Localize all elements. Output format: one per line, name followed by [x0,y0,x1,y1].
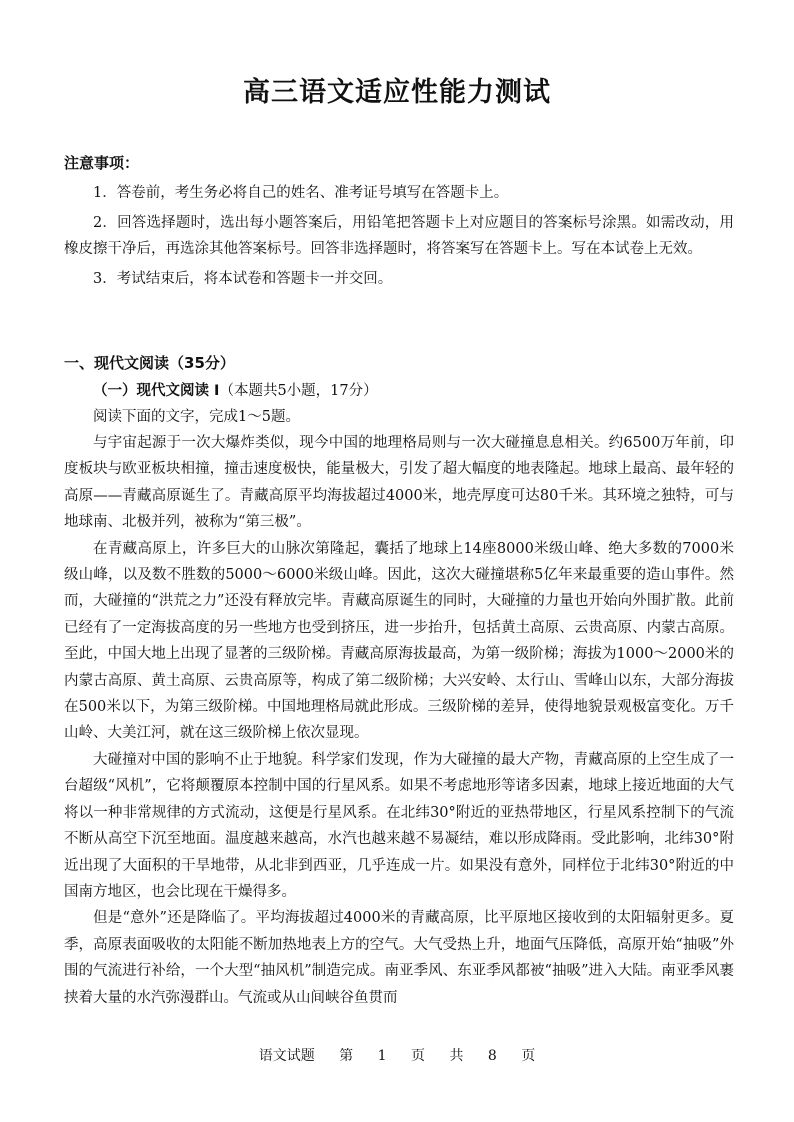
notice-item-2: 2．回答选择题时，选出每小题答案后，用铅笔把答题卡上对应题目的答案标号涂黑。如需改动，用橡皮擦干净后，再选涂其他答案标号。回答非选择题时，将答案写在答题卡上。写在本试卷上无效。 [64,215,734,257]
passage-paragraph-3: 大碰撞对中国的影响不止于地貌。科学家们发现，作为大碰撞的最大产物，青藏高原的上空生成了一台超级“风机”，它将颠覆原本控制中国的行星风系。如果不考虑地形等诸多因素，地球上接近地面的大气将以一种非常规律的方式流动，这便是行星风系。在北纬30°附近的亚热带地区，行星风系控制下的气流不断从高空下沉至地面。温度越来越高，水汽也越来越不易凝结，难以形成降雨。受此影响，北纬30°附近出现了大面积的干旱地带，从北非到西亚，几乎连成一片。如果没有意外，同样位于北纬30°附近的中国南方地区，也会比现在干燥得多。 [64,751,734,900]
notice-heading: 注意事项： [64,154,140,172]
subsection-heading [93,379,378,400]
subsection-detail: （本题共5小题，17分） [219,383,378,399]
reading-instruction: 阅读下面的文字，完成1～5题。 [93,409,300,425]
notice-list [64,180,734,296]
footer-page-suffix: 页 [411,1048,425,1064]
page-title: 高三语文适应性能力测试 [243,77,551,108]
footer-subject: 语文试题 [258,1048,315,1064]
passage-paragraph-2: 在青藏高原上，许多巨大的山脉次第隆起，囊括了地球上14座8000米级山峰、绝大多数的7000米级山峰，以及数不胜数的5000～6000米级山峰。因此，这次大碰撞堪称5亿年来最重要的造山事件。然而，大碰撞的“洪荒之力”还没有释放完毕。青藏高原诞生的同时，大碰撞的力量也开始向外围扩散。此前已经有了一定海拔高度的另一些地方也受到挤压，进一步抬升，包括黄土高原、云贵高原、内蒙古高原。至此，中国大地上出现了显著的三级阶梯。青藏高原海拔最高，为第一级阶梯；海拔为1000～2000米的内蒙古高原、黄土高原、云贵高原等，构成了第二级阶梯；大兴安岭、太行山、雪峰山以东，大部分海拔在500米以下，为第三级阶梯。中国地理格局就此形成。三级阶梯的差异，使得地貌景观极富变化。万千山岭、大美江河，就在这三级阶梯上依次显现。 [64,540,735,742]
footer-total-suffix: 页 [521,1048,536,1064]
passage-paragraph-4: 但是“意外”还是降临了。平均海拔超过4000米的青藏高原，比平原地区接收到的太阳辐射更多。夏季，高原表面吸收的太阳能不断加热地表上方的空气。大气受热上升，地面气压降低，高原开始“抽吸”外围的气流进行补给，一个大型“抽风机”制造完成。南亚季风、东亚季风都被“抽吸”进入大陆。南亚季风裹挟着大量的水汽弥漫群山。气流或从山间峡谷鱼贯而 [64,910,734,1006]
passage-paragraph-1: 与宇宙起源于一次大爆炸类似，现今中国的地理格局则与一次大碰撞息息相关。约6500万年前，印度板块与欧亚板块相撞，撞击速度极快，能量极大，引发了超大幅度的地表隆起。地球上最高、最年轻的高原——青藏高原诞生了。青藏高原平均海拔超过4000米，地壳厚度可达80千米。其环境之独特，可与地球南、北极并列，被称为“第三极”。 [64,435,734,531]
section-heading: 一、现代文阅读（35分） [64,354,235,372]
notice-item-1: 1．答卷前，考生务必将自己的姓名、准考证号填写在答题卡上。 [93,185,509,201]
subsection-title: （一）现代文阅读 I [93,383,220,399]
reading-passage [64,430,734,1011]
footer-page-prefix: 第 [339,1048,354,1064]
page-footer [0,1045,794,1065]
footer-page-number: 1 [377,1048,387,1064]
footer-total-pages: 8 [487,1048,497,1064]
footer-total-prefix: 共 [449,1048,464,1064]
notice-item-3: 3．考试结束后，将本试卷和答题卡一并交回。 [93,271,393,287]
